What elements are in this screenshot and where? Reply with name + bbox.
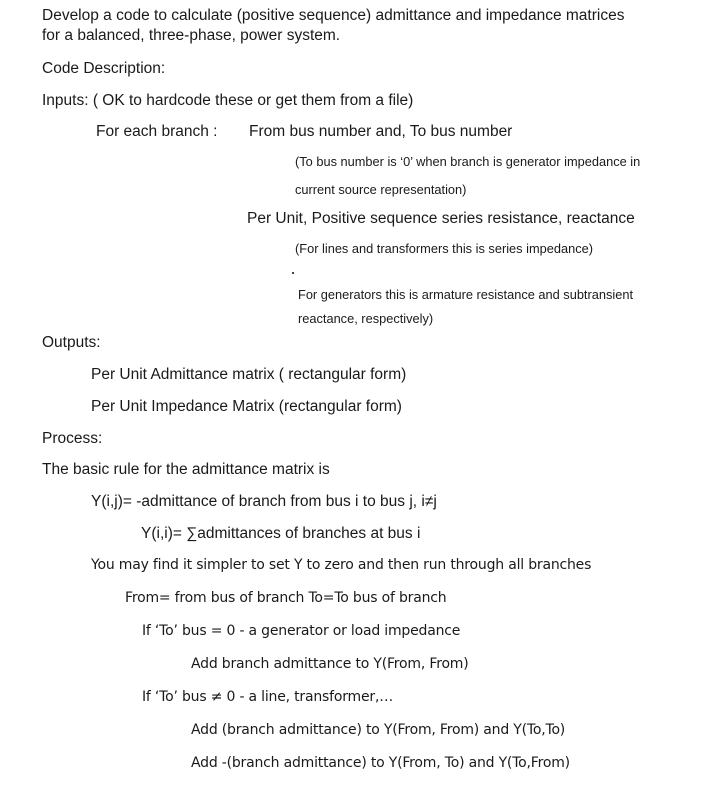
branch-label: For each branch : <box>96 123 218 140</box>
code-description-heading: Code Description: <box>42 60 166 77</box>
if-to-bus-zero: If ‘To’ bus = 0 - a generator or load impedance <box>142 623 461 639</box>
output-item-admittance: Per Unit Admittance matrix ( rectangular form) <box>91 366 407 383</box>
per-unit-line: Per Unit, Positive sequence series resistance, reactance <box>247 210 635 227</box>
from-to-definition: From= from bus of branch To=To bus of branch <box>125 590 447 606</box>
hint-line: You may find it simpler to set Y to zero and then run through all branches <box>91 557 592 573</box>
add-diagonal-entries: Add (branch admittance) to Y(From, From) and Y(To,To) <box>191 722 566 738</box>
if-to-bus-nonzero: If ‘To’ bus ≠ 0 - a line, transformer,… <box>142 689 393 705</box>
to-bus-note-line-2: current source representation) <box>295 182 467 197</box>
lines-transformers-note: (For lines and transformers this is series impedance) <box>295 241 593 256</box>
to-bus-note-line-1: (To bus number is ‘0’ when branch is generator impedance in <box>295 154 641 169</box>
add-offdiagonal-entries: Add -(branch admittance) to Y(From, To) and Y(To,From) <box>191 755 570 771</box>
add-from-from: Add branch admittance to Y(From, From) <box>191 656 469 672</box>
inputs-heading: Inputs: ( OK to hardcode these or get them from a file) <box>42 92 414 109</box>
branch-fields: From bus number and, To bus number <box>249 123 513 140</box>
intro-line-2: for a balanced, three-phase, power system. <box>42 27 341 44</box>
rule-diagonal: Y(i,i)= ∑admittances of branches at bus i <box>141 525 421 542</box>
rule-intro: The basic rule for the admittance matrix is <box>42 461 330 478</box>
intro-line-1: Develop a code to calculate (positive sequence) admittance and impedance matrices <box>42 7 625 24</box>
stray-dot <box>292 272 294 274</box>
process-heading: Process: <box>42 430 103 447</box>
generator-note-line-1: For generators this is armature resistance and subtransient <box>298 287 634 302</box>
outputs-heading: Outputs: <box>42 334 101 351</box>
rule-off-diagonal: Y(i,j)= -admittance of branch from bus i to bus j, i≠j <box>91 493 437 510</box>
output-item-impedance: Per Unit Impedance Matrix (rectangular form) <box>91 398 402 415</box>
generator-note-line-2: reactance, respectively) <box>298 311 434 326</box>
